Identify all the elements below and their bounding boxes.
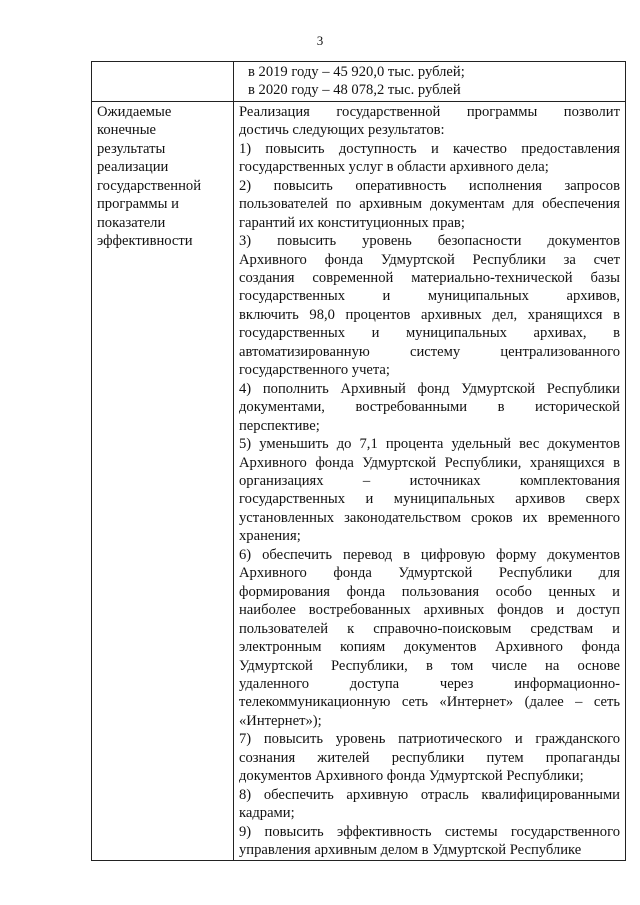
result-text-line: государственного учета; bbox=[239, 362, 390, 379]
result-text-line: создания современной материально-технической базы bbox=[239, 269, 620, 286]
table-row-expected-results bbox=[92, 101, 626, 861]
result-text-line: государственных и муниципальных архивах, в bbox=[239, 325, 620, 342]
result-text-line: 5) уменьшить до 7,1 процента удельный вес документов bbox=[239, 436, 620, 453]
result-text-line: перспективе; bbox=[239, 417, 320, 434]
result-text-line: 2) повысить оперативность исполнения запросов bbox=[239, 177, 620, 194]
result-text-line: 7) повысить уровень патриотического и гражданского bbox=[239, 731, 620, 748]
result-text-line: наиболее востребованных архивных фондов и доступ bbox=[239, 602, 620, 619]
result-text-line: Архивного фонда Удмуртской Республики для bbox=[239, 565, 620, 582]
result-text-line: государственных и муниципальных архивов сверх bbox=[239, 491, 620, 508]
expected-results-label-cell bbox=[92, 101, 234, 861]
label-line: конечные bbox=[97, 122, 157, 139]
result-text-line: пользователей по архивным документам для обеспечения bbox=[239, 196, 620, 213]
result-text-line: управления архивным делом в Удмуртской Республике bbox=[239, 842, 582, 859]
result-text-line: достичь следующих результатов: bbox=[239, 122, 445, 139]
label-line: государственной bbox=[97, 177, 202, 194]
result-text-line: «Интернет»); bbox=[239, 712, 322, 729]
label-line: реализации bbox=[97, 159, 169, 176]
result-text-line: телекоммуникационную сеть «Интернет» (далее – сеть bbox=[239, 694, 620, 711]
table-row-financing bbox=[92, 62, 626, 102]
result-text-line: Удмуртской Республики, в том числе на основе bbox=[239, 657, 620, 674]
label-line: программы и bbox=[97, 196, 179, 213]
result-text-line: формирования фонда пользования особо ценных и bbox=[239, 583, 620, 600]
row1-label-cell bbox=[92, 62, 234, 102]
result-text-line: 1) повысить доступность и качество предоставления bbox=[239, 140, 620, 157]
financing-line-2020: в 2020 году – 48 078,2 тыс. рублей bbox=[248, 82, 461, 99]
result-text-line: установленных законодательством сроков их временного bbox=[239, 509, 620, 526]
row1-content-cell bbox=[234, 62, 626, 102]
result-text-line: государственных и муниципальных архивов, bbox=[239, 288, 620, 305]
result-text-line: 6) обеспечить перевод в цифровую форму документов bbox=[239, 546, 620, 563]
result-text-line: автоматизированную систему централизованного bbox=[239, 343, 620, 360]
result-text-line: 9) повысить эффективность системы государственного bbox=[239, 823, 620, 840]
result-text-line: Архивного фонда Удмуртской Республики, хранящихся в bbox=[239, 454, 620, 471]
result-text-line: гарантий их конституционных прав; bbox=[239, 214, 465, 231]
result-text-line: 4) пополнить Архивный фонд Удмуртской Республики bbox=[239, 380, 620, 397]
result-text-line: документами, востребованными в исторической bbox=[239, 399, 620, 416]
label-line: результаты bbox=[97, 140, 166, 157]
financing-line-2019: в 2019 году – 45 920,0 тыс. рублей; bbox=[248, 64, 465, 80]
result-text-line: пользователей к справочно-поисковым средствам и bbox=[239, 620, 620, 637]
result-text-line: Архивного фонда Удмуртской Республики за счет bbox=[239, 251, 620, 268]
expected-results-content-cell bbox=[234, 101, 626, 861]
label-line: Ожидаемые bbox=[97, 103, 172, 120]
result-text-line: хранения; bbox=[239, 528, 301, 545]
result-text-line: Реализация государственной программы позволит bbox=[239, 103, 620, 120]
result-text-line: включить 98,0 процентов архивных дел, хранящихся в bbox=[239, 306, 620, 323]
page-number: 3 bbox=[316, 33, 324, 48]
label-line: эффективности bbox=[97, 233, 193, 250]
result-text-line: государственных услуг в области архивного дела; bbox=[239, 159, 549, 176]
result-text-line: 3) повысить уровень безопасности документов bbox=[239, 233, 620, 250]
result-text-line: удаленного доступа через информационно- bbox=[239, 675, 620, 692]
label-line: показатели bbox=[97, 214, 166, 231]
result-text-line: документов Архивного фонда Удмуртской Республики; bbox=[239, 768, 584, 785]
result-text-line: электронным копиям документов Архивного фонда bbox=[239, 639, 620, 656]
result-text-line: сознания жителей республики путем пропаганды bbox=[239, 749, 620, 766]
result-text-line: 8) обеспечить архивную отрасль квалифицированными bbox=[239, 786, 620, 803]
result-text-line: организациях – источниках комплектования bbox=[239, 472, 620, 489]
program-passport-table bbox=[91, 61, 626, 861]
result-text-line: кадрами; bbox=[239, 805, 295, 822]
